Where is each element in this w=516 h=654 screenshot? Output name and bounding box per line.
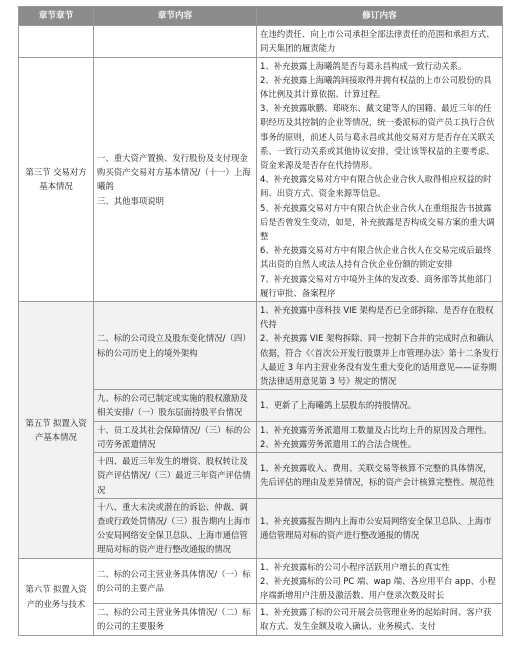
revision-cell: 1、补充披露收入、费用、关联交易等核算不完整的具体情况，先后评估的理由及差异情况，标的资产会计核算完整性、规范性 xyxy=(257,453,503,499)
content-cell: 九、标的公司已制定或实施的股权激励及相关安排/（一）股东层面持股平台情况 xyxy=(94,390,257,421)
header-content: 章节内容 xyxy=(94,7,257,26)
revision-cell xyxy=(257,57,503,301)
revision-cell: 1、补充披露报告期内上海市公安局网络安全保卫总队、上海市通信管理局对标的资产进行整改通报的情况 xyxy=(257,498,503,558)
revision-line: 1、补充披露上海曦鸽是否与葛永昌构成一致行动关系。 xyxy=(260,60,467,71)
section-cell-empty xyxy=(19,26,94,57)
revision-cell xyxy=(257,302,503,390)
revision-cell: 在违约责任、向上市公司承担全部法律责任的范围和承担方式、同天集团的履责能力 xyxy=(257,26,503,57)
revision-line: 1、补充披露中彦科技 VIE 架构是否已全部拆除、是否存在股权代持 xyxy=(260,305,494,330)
revision-line: 2、补充披露劳务派遣用工的合法合规性。 xyxy=(260,438,417,449)
content-cell: 十四、最近三年发生的增资、股权转让及资产评估情况/（三）最近三年资产评估情况 xyxy=(94,453,257,499)
revision-cell: 1、补充披露了标的公司开展会员管理业务的起始时间、客户获取方式、发生金额及收入确认、业务模式、支付 xyxy=(257,604,503,635)
content-line: 三、其他事项说明 xyxy=(97,195,164,206)
revision-cell xyxy=(257,421,503,452)
section-name: 第六节 拟置入资产的业务与技术 xyxy=(19,558,94,635)
revision-line: 7、补充披露交易对方中境外主体的发改委、商务部等其他部门履行审批、备案程序 xyxy=(260,273,492,298)
table-row xyxy=(19,57,503,301)
table-row xyxy=(19,26,503,57)
header-chapter: 章节章节 xyxy=(19,7,94,26)
revision-line: 5、补充披露交易对方中有限合伙企业合伙人在重组报告书披露后是否曾发生变动，如是，补充披露是否构成交易方案的重大调整 xyxy=(260,202,495,242)
content-cell: 二、标的公司主营业务具体情况/（一）标的公司的主要产品 xyxy=(94,558,257,604)
content-cell: 二、标的公司主营业务具体情况/（二）标的公司的主要服务 xyxy=(94,604,257,635)
section-name: 第五节 拟置入资产基本情况 xyxy=(19,302,94,558)
content-cell: 十、员工及其社会保障情况/（三）标的公司劳务派遣情况 xyxy=(94,421,257,452)
revision-line: 1、补充披露标的公司小程序活跃用户增长的真实性 xyxy=(260,561,450,572)
revision-line: 2、补充披露 VIE 架构拆除、同一控制下合并的完成时点和确认依据，符合《〈首次公开发行股票并上市管理办法〉第十二条发行人最近 3 年内主营业务没有发生重大变化的适用意见——证券期货法律适用意见第 3 号》规定的情况 xyxy=(260,333,499,387)
revision-line: 6、补充披露交易对方中有限合伙企业合伙人在交易完成后最终其出资的自然人或法人持有合伙企业份额的锁定安排 xyxy=(260,245,492,270)
revision-line: 3、补充披露耿鹏、郑晓东、戴文建等人的国籍、最近三年的任职经历及其控制的企业等情况，统一委派标的资产员工执行合伙事务的原则，前述人员与葛永昌或其他交易对方是否存在关联关系、一致行动关系或其他协议安排，受让该等权益的主要考虑、资金来源及是否存在代持情形。 xyxy=(260,103,495,171)
section-name: 第三节 交易对方基本情况 xyxy=(19,57,94,301)
content-cell-empty xyxy=(94,26,257,57)
header-revision: 修订内容 xyxy=(257,7,503,26)
content-cell: 十八、重大未决或潜在的诉讼、仲裁、调查或行政处罚情况/（三）报告期内上海市公安局网络安全保卫总队、上海市通信管理局对标的资产进行整改通报的情况 xyxy=(94,498,257,558)
revision-line: 4、补充披露交易对方中有限合伙企业合伙人取得相应权益的时间、出资方式、资金来源等信息。 xyxy=(260,174,492,199)
content-cell: 二、标的公司设立及股东变化情况/（四）标的公司历史上的境外架构 xyxy=(94,302,257,390)
content-line: 一、重大资产置换、发行股份及支付现金购买资产交易对方基本情况/（十一）上海曦鸽 xyxy=(97,152,251,192)
revision-line: 2、补充披露上海曦鸽间接取得并拥有权益的上市公司股份的具体比例及其计算依据、计算过程。 xyxy=(260,74,492,100)
table-row xyxy=(19,302,503,390)
content-cell xyxy=(94,57,257,301)
revision-line: 1、补充披露劳务派遣用工数量及占比均上升的原因及合理性。 xyxy=(260,424,492,435)
table-header-row xyxy=(19,7,503,26)
revision-line: 2、补充披露标的公司 PC 端、wap 端、各应用平台 app、小程序端新增用户注册及激活数、用户登录次数及时长 xyxy=(260,575,496,600)
revision-cell: 1、更新了上海曦鸽上层股东的持股情况。 xyxy=(257,390,503,421)
table-row xyxy=(19,558,503,604)
revision-table xyxy=(18,6,503,636)
revision-cell xyxy=(257,558,503,604)
